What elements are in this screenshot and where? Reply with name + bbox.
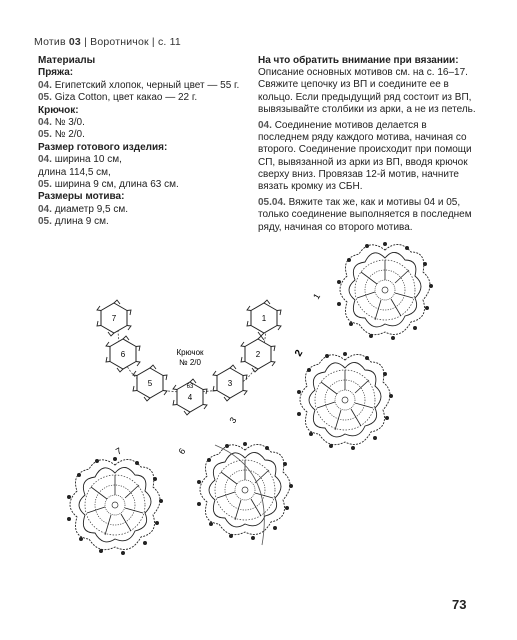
yarn-04-num: 04. [38, 79, 52, 91]
notes-para-3-num: 05.04. [258, 197, 286, 209]
big-num-6: 6 [176, 446, 188, 457]
flower-motif-1 [337, 242, 433, 340]
small-num-3: 3 [227, 379, 233, 388]
hook-title: Крючок: [38, 104, 79, 116]
size-05-num: 05. [38, 179, 52, 191]
small-num-2: 2 [255, 350, 261, 359]
yarn-05-num: 05. [38, 92, 52, 104]
yarn-title: Пряжа: [38, 67, 74, 79]
header-page-ref: с. 11 [157, 36, 181, 48]
size-04-text-1: ширина 10 см, [54, 154, 122, 166]
flower-motif-3 [197, 442, 293, 540]
small-num-6: 6 [120, 350, 126, 359]
notes-para-1: Описание основных мотивов см. на с. 16–17. Свяжите цепочку из ВП и соедините ее в кольцо. Если предыдущий ряд состоит из ВП, вывязывайте столбики из арки, а не из петель. [258, 67, 476, 115]
notes-para-2-text: Соединение мотивов делается в последнем ряду каждого мотива, начиная со второго. Соединение происходит при помощи СП, вывязанной из арки из ВП, вводя крючок сверху вниз. Провязав 12-й мотив, начните вязать кромку из СБН. [258, 120, 472, 193]
big-num-1: 1 [311, 291, 323, 301]
size-title: Размер готового изделия: [38, 141, 168, 153]
header-number: 03 [68, 36, 81, 48]
hook-05-num: 05. [38, 129, 52, 141]
size-05-text: ширина 9 см, длина 63 см. [54, 179, 179, 191]
assembly-mid-label: 63 [186, 384, 194, 390]
hook-04-text: № 3/0. [54, 117, 85, 129]
small-num-4: 4 [187, 393, 193, 402]
motif-04-text: диаметр 9,5 см. [54, 203, 129, 215]
motif-05-num: 05. [38, 216, 52, 228]
motif-title: Размеры мотива: [38, 191, 125, 203]
hook-label-line-1: Крючок [176, 348, 204, 357]
big-num-2: 2 [293, 348, 306, 359]
small-num-7: 7 [111, 314, 117, 323]
yarn-05-text: Giza Cotton, цвет какао — 22 г. [54, 92, 198, 104]
flower-motifs [67, 242, 433, 555]
big-num-3: 3 [227, 415, 239, 426]
notes-para-3-text: Вяжите так же, как и мотивы 04 и 05, только соединение выполняется в последнем ряду, начиная со второго мотива. [258, 197, 472, 233]
hook-04-num: 04. [38, 117, 52, 129]
hook-05-text: № 2/0. [54, 129, 85, 141]
notes-para-2-num: 04. [258, 120, 272, 132]
header-prefix: Мотив [34, 36, 66, 48]
size-04-line2: длина 114,5 см, [38, 166, 111, 178]
running-header: Мотив 03 | Воротничок | с. 11 [34, 36, 181, 48]
yarn-04-text: Египетский хлопок, черный цвет — 55 г. [54, 79, 240, 91]
join-line [215, 445, 264, 545]
small-num-5: 5 [147, 379, 153, 388]
small-num-1: 1 [261, 314, 267, 323]
header-title: Воротничок [90, 36, 149, 48]
page-number: 73 [452, 597, 467, 612]
motif-05-text: длина 9 см. [54, 216, 109, 228]
hook-label-line-2: № 2/0 [179, 358, 201, 367]
big-num-7: 7 [114, 445, 124, 457]
flower-motif-7 [67, 457, 163, 555]
size-04-num: 04. [38, 154, 52, 166]
motif-04-num: 04. [38, 203, 52, 215]
materials-title: Материалы [38, 55, 96, 66]
assembly-scheme [97, 300, 281, 415]
flower-motif-2 [297, 352, 393, 450]
notes-title: На что обратить внимание при вязании: [258, 55, 459, 66]
